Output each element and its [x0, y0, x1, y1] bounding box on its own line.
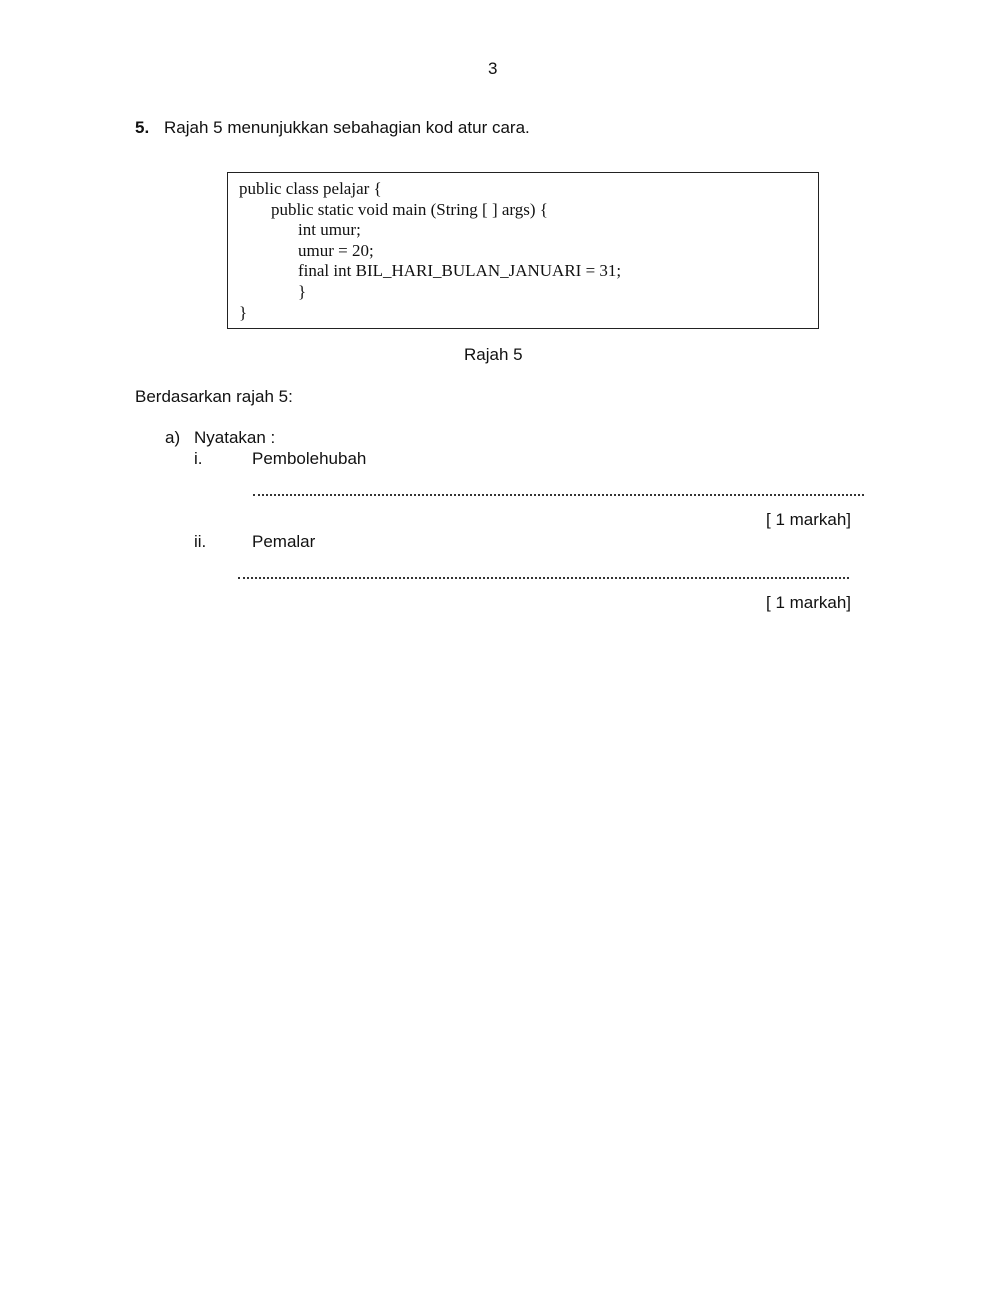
code-line: public class pelajar {	[239, 179, 382, 198]
item-i-text: Pembolehubah	[252, 449, 367, 468]
marks-ii: [ 1 markah]	[766, 593, 852, 612]
code-line: final int BIL_HARI_BULAN_JANUARI = 31;	[298, 261, 622, 280]
part-a-text: Nyatakan :	[194, 428, 276, 447]
question-number: 5.	[135, 118, 150, 137]
code-line: public static void main (String [ ] args) {	[271, 200, 548, 219]
code-line: }	[239, 303, 248, 322]
item-ii-text: Pemalar	[252, 532, 316, 551]
figure-caption: Rajah 5	[464, 345, 523, 364]
question-intro: Rajah 5 menunjukkan sebahagian kod atur cara.	[164, 118, 530, 137]
page-number: 3	[488, 59, 498, 78]
answer-line-i[interactable]	[253, 494, 864, 496]
answer-line-ii[interactable]	[238, 577, 849, 579]
item-i-label: i.	[194, 449, 203, 468]
marks-i: [ 1 markah]	[766, 510, 852, 529]
code-line: int umur;	[298, 220, 361, 239]
code-line: umur = 20;	[298, 241, 374, 260]
item-ii-label: ii.	[194, 532, 207, 551]
code-listing-box	[227, 172, 819, 329]
code-line: }	[298, 282, 307, 301]
based-on-instruction: Berdasarkan rajah 5:	[135, 387, 293, 406]
part-a-label: a)	[165, 428, 181, 447]
